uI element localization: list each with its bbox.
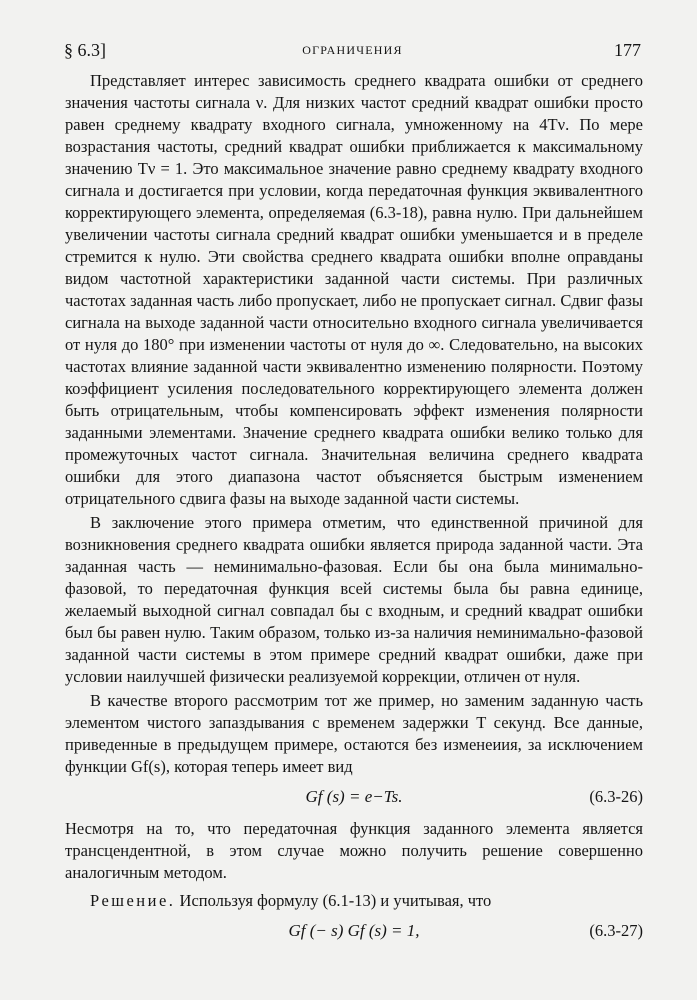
paragraph-1: Представляет интерес зависимость среднего квадрата ошибки от среднего значения частоты сигнала ν. Для низких частот средний квадрат ошибки просто равен среднему квадрату входного сигнала, умноженному на 4Tν. По мере возрастания частоты, средний квадрат ошибки приближается к максимальному значению Tν = 1. Это максимальное значение равно среднему квадрату входного сигнала и достигается при условии, когда передаточная функция эквивалентного корректирующего элемента, определяемая (6.3-18), равна нулю. При дальнейшем увеличении частоты сигнала средний квадрат ошибки уменьшается и в пределе стремится к нулю. Эти свойства среднего квадрата ошибки вполне оправданы видом частотной характеристики заданной части системы. При различных частотах заданная часть либо пропускает, либо не пропускает сигнал. Сдвиг фазы сигнала на выходе заданной части относительно входного сигнала увеличивается от нуля до 180° при изменении частоты от нуля до ∞. Следовательно, на высоких частотах влияние заданной части эквивалентно изменению полярности. Поэтому коэффициент усиления последовательного корректирующего элемента должен быть отрицательным, чтобы компенсировать эффект изменения полярности заданными элементами. Значение среднего квадрата ошибки велико только для промежуточных частот сигнала. Значительная величина среднего квадрата ошибки для этого диапазона частот объясняется быстрым изменением отрицательного сдвига фазы на выходе заданной части системы.: [65, 71, 643, 508]
equation-number: (6.3-27): [589, 921, 643, 940]
equation-6-3-26: [65, 784, 643, 812]
solution-paragraph: [65, 890, 643, 912]
paragraph-2: В заключение этого примера отметим, что единственной причиной для возникновения среднего квадрата ошибки является природа заданной части. Эта заданная часть — неминимально-фазовая. Если бы она была минимально-фазовой, то передаточная функция всей системы была бы равна единице, желаемый выходной сигнал совпадал бы с входным, и средний квадрат ошибки был бы равен нулю. Таким образом, только из-за наличия неминимально-фазовой заданной части системы в этом примере средний квадрат ошибки, даже при условии наилучшей физически реализуемой коррекции, отличен от нуля.: [65, 513, 643, 686]
page-body: [65, 70, 643, 946]
page-header: [64, 40, 641, 62]
equation-expression: Gf (s) = e−Ts.: [305, 787, 403, 806]
equation-6-3-27: [65, 918, 643, 946]
paragraph-4: Несмотря на то, что передаточная функция заданного элемента является трансцендентной, в этом случае можно получить решение совершенно аналогичным методом.: [65, 819, 643, 882]
page-number: 177: [614, 40, 641, 60]
equation-expression: Gf (− s) Gf (s) = 1,: [288, 921, 420, 940]
running-title: ОГРАНИЧЕНИЯ: [302, 43, 403, 57]
solution-text: Используя формулу (6.1-13) и учитывая, что: [179, 891, 492, 910]
section-ref: § 6.3]: [64, 40, 106, 60]
paragraph-3: В качестве второго рассмотрим тот же пример, но заменим заданную часть элементом чистого запаздывания с временем задержки T секунд. Все данные, приведенные в предыдущем примере, остаются без изменеиия, за исключением функции Gf(s), которая теперь имеет вид: [65, 691, 643, 776]
equation-number: (6.3-26): [589, 787, 643, 806]
solution-label: Решение.: [90, 891, 176, 910]
